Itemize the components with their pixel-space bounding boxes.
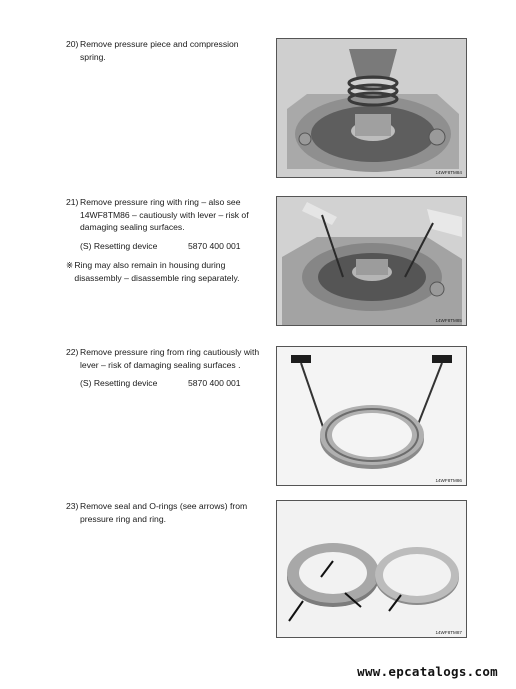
lever-housing-image xyxy=(277,197,466,325)
step-text: Remove pressure piece and compression spring. xyxy=(80,39,239,62)
step-22-photo xyxy=(276,346,467,486)
step-20-photo xyxy=(276,38,467,178)
seal-rings-image xyxy=(277,501,466,637)
footer-watermark: www.epcatalogs.com xyxy=(357,664,498,679)
photo-caption: 14WF8TM85 xyxy=(435,318,462,323)
housing-spring-image xyxy=(277,39,466,177)
step-21-photo xyxy=(276,196,467,326)
step-20 xyxy=(66,38,266,63)
step-number: 20) xyxy=(66,39,79,49)
step-text: Remove seal and O-rings (see arrows) from pressure ring and ring. xyxy=(80,501,248,524)
step-21 xyxy=(66,196,266,285)
photo-caption: 14WF8TM87 xyxy=(435,630,462,635)
note xyxy=(66,259,266,284)
tool-part-number: 5870 400 001 xyxy=(188,378,241,389)
photo-caption: 14WF8TM84 xyxy=(435,170,462,175)
step-number: 22) xyxy=(66,347,79,357)
step-23-photo xyxy=(276,500,467,638)
tool-part-number: 5870 400 001 xyxy=(188,240,241,251)
tool-spec xyxy=(80,240,266,253)
tool-label: (S) Resetting device xyxy=(80,378,158,389)
tool-label: (S) Resetting device xyxy=(80,240,158,251)
step-text: Remove pressure ring from ring cautiously with lever – risk of damaging sealing surfaces . xyxy=(80,347,260,370)
note-mark: ※ xyxy=(66,260,74,271)
step-23 xyxy=(66,500,266,525)
step-text: Remove pressure ring with ring – also see 14WF8TM86 – cautiously with lever – risk of damaging sealing surfaces. xyxy=(80,197,249,233)
tool-spec xyxy=(80,377,266,390)
step-number: 21) xyxy=(66,197,79,207)
note-text: Ring may also remain in housing during disassembly – disassemble ring separately. xyxy=(74,260,240,283)
step-22 xyxy=(66,346,266,390)
step-number: 23) xyxy=(66,501,79,511)
photo-caption: 14WF8TM86 xyxy=(435,478,462,483)
ring-lever-image xyxy=(277,347,466,485)
